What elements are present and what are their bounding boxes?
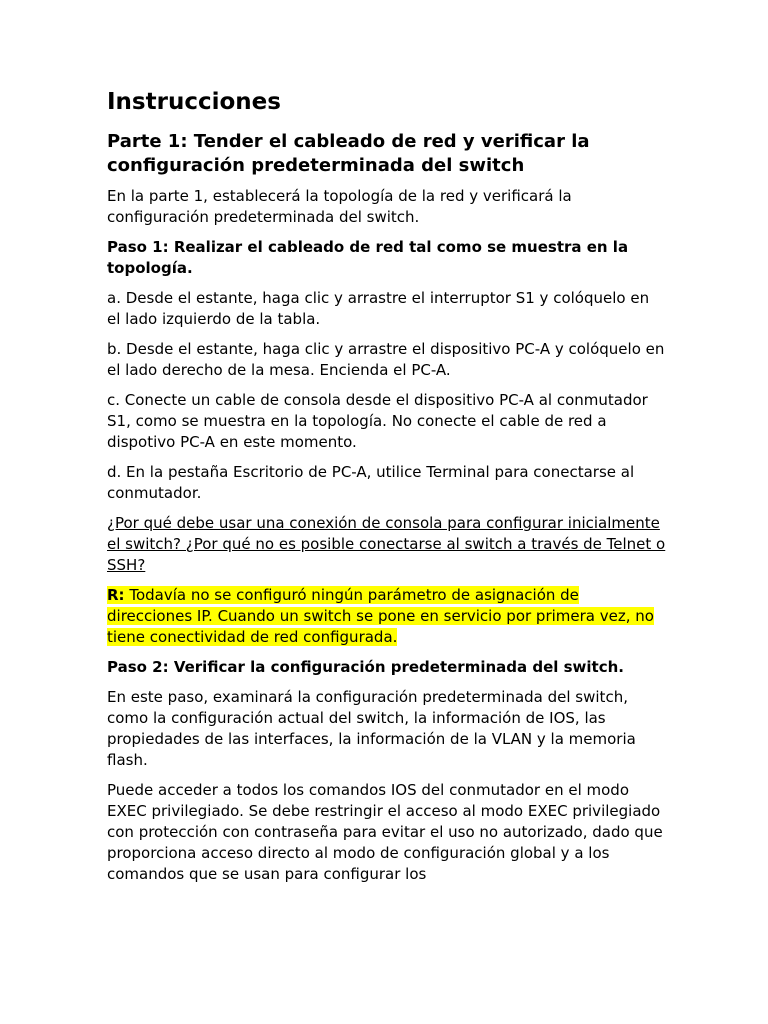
step1-item-b: b. Desde el estante, haga clic y arrastre el dispositivo PC-A y colóquelo en el lado derecho de la mesa. Encienda el PC-A. <box>107 340 665 380</box>
part1-heading: Parte 1: Tender el cableado de red y verificar la configuración predeterminada del switch <box>107 130 590 177</box>
step2-heading: Paso 2: Verificar la configuración predeterminada del switch. <box>107 658 624 677</box>
document-title: Instrucciones <box>107 89 281 115</box>
step2-paragraph-1: En este paso, examinará la configuración predeterminada del switch, como la configuración actual del switch, la información de IOS, las propiedades de las interfaces, la información de la VLAN y la memoria flash. <box>107 688 636 770</box>
answer-text: Todavía no se configuró ningún parámetro de asignación de direcciones IP. Cuando un switch se pone en servicio por primera vez, no tiene conectividad de red configurada. <box>107 586 654 647</box>
answer-label: R: <box>107 586 125 605</box>
question-paragraph <box>107 513 667 576</box>
step1-item-c: c. Conecte un cable de consola desde el dispositivo PC-A al conmutador S1, como se muestra en la topología. No conecte el cable de red a dispotivo PC-A en este momento. <box>107 391 648 452</box>
question-text: ¿Por qué debe usar una conexión de consola para configurar inicialmente el switch? ¿Por qué no es posible conectarse al switch a través de Telnet o SSH? <box>107 514 666 575</box>
step1-item-d: d. En la pestaña Escritorio de PC-A, utilice Terminal para conectarse al conmutador. <box>107 463 635 503</box>
document-page <box>107 88 667 894</box>
answer-paragraph <box>107 585 667 648</box>
part1-intro: En la parte 1, establecerá la topología de la red y verificará la configuración predeterminada del switch. <box>107 187 572 227</box>
step2-paragraph-2: Puede acceder a todos los comandos IOS del conmutador en el modo EXEC privilegiado. Se debe restringir el acceso al modo EXEC privilegiado con protección con contraseña para evitar el uso no autorizado, dado que proporciona acceso directo al modo de configuración global y a los comandos que se usan para configurar los <box>107 781 663 884</box>
step1-item-a: a. Desde el estante, haga clic y arrastre el interruptor S1 y colóquelo en el lado izquierdo de la tabla. <box>107 289 650 329</box>
step1-heading: Paso 1: Realizar el cableado de red tal como se muestra en la topología. <box>107 238 629 278</box>
